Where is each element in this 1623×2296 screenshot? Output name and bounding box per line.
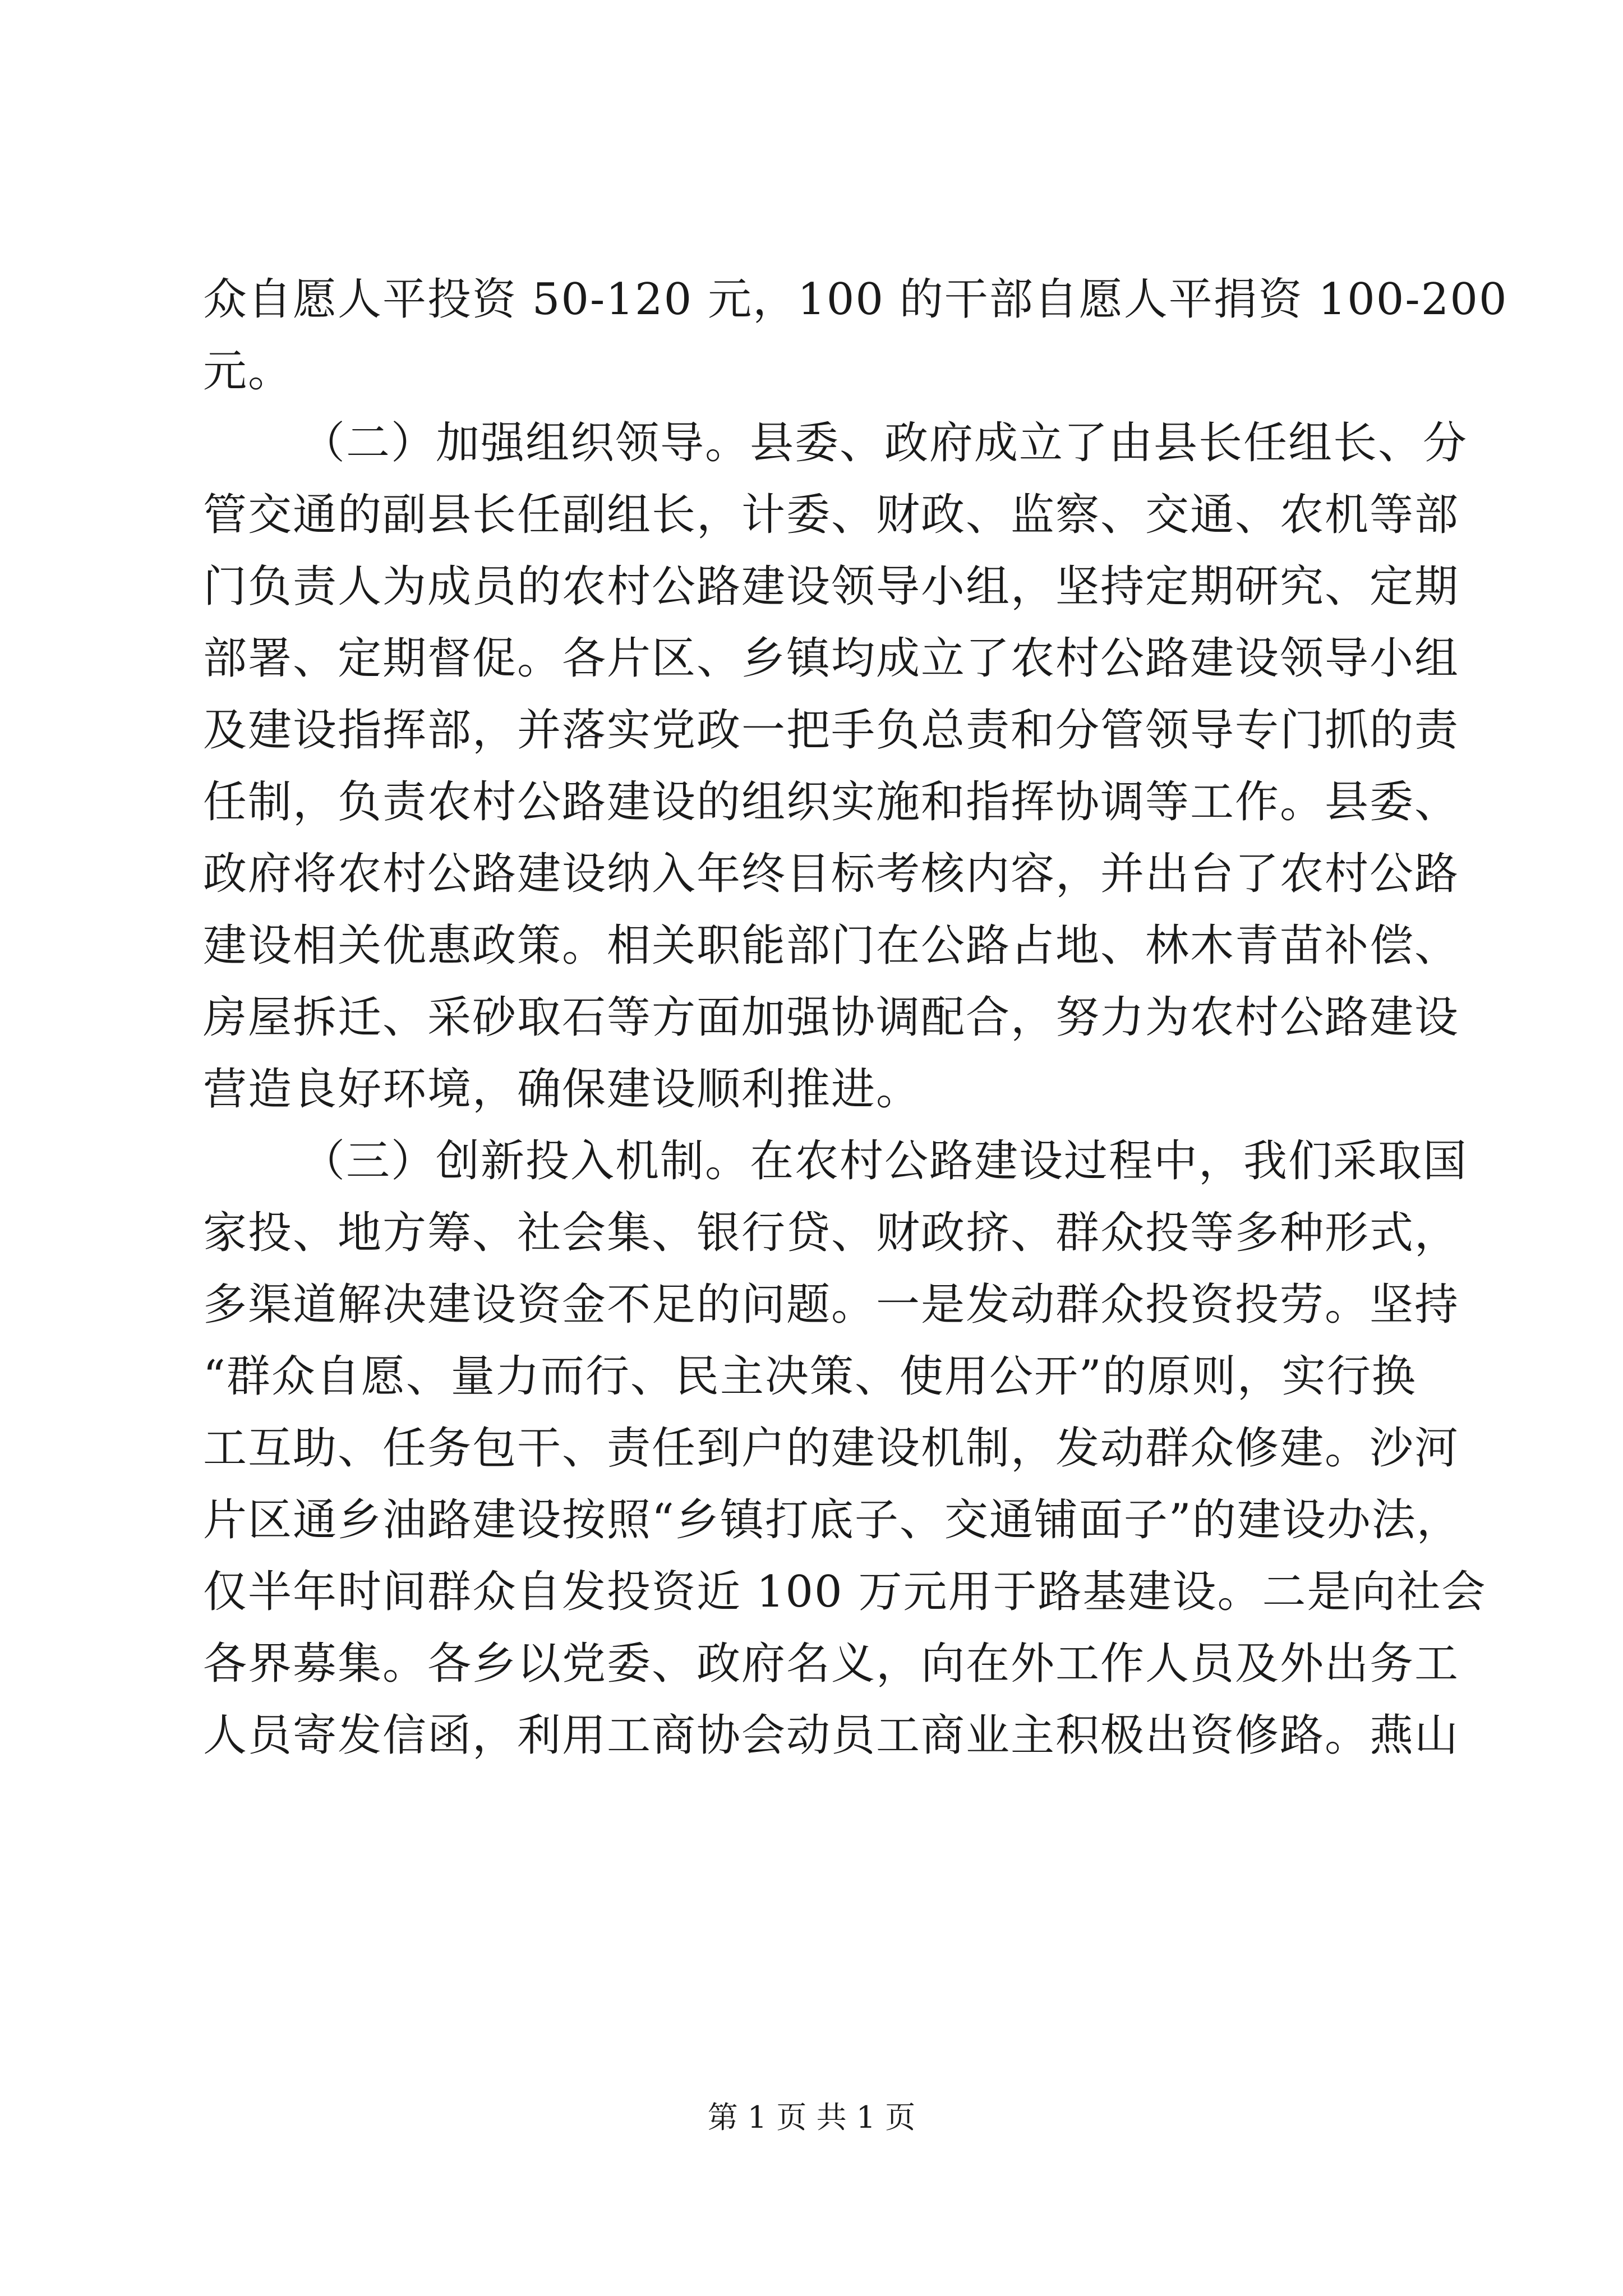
- text-line: 仅半年时间群众自发投资近 100 万元用于路基建设。二是向社会: [203, 1567, 1487, 1617]
- text-line: 部署、定期督促。各片区、乡镇均成立了农村公路建设领导小组: [203, 633, 1460, 684]
- paragraph-heading-line: （二）加强组织领导。县委、政府成立了由县长任组长、分: [301, 418, 1468, 468]
- text-line: 门负责人为成员的农村公路建设领导小组，坚持定期研究、定期: [203, 562, 1460, 612]
- text-line: 房屋拆迁、采砂取石等方面加强协调配合，努力为农村公路建设: [203, 992, 1460, 1043]
- text-line: 政府将农村公路建设纳入年终目标考核内容，并出台了农村公路: [203, 849, 1460, 899]
- page-footer: 第 1 页 共 1 页: [707, 2100, 916, 2135]
- text-line: 管交通的副县长任副组长，计委、财政、监察、交通、农机等部: [203, 490, 1460, 540]
- text-line: 众自愿人平投资 50-120 元，100 的干部自愿人平捐资 100-200: [203, 274, 1508, 325]
- text-line: 多渠道解决建设资金不足的问题。一是发动群众投资投劳。坚持: [203, 1280, 1460, 1330]
- text-line: 及建设指挥部，并落实党政一把手负总责和分管领导专门抓的责: [203, 705, 1460, 756]
- text-line: 人员寄发信函，利用工商协会动员工商业主积极出资修路。燕山: [203, 1710, 1460, 1761]
- text-line: “群众自愿、量力而行、民主决策、使用公开”的原则，实行换: [203, 1351, 1417, 1402]
- text-line: 任制，负责农村公路建设的组织实施和指挥协调等工作。县委、: [203, 777, 1460, 827]
- text-line: 元。: [203, 346, 293, 397]
- text-line: 各界募集。各乡以党委、政府名义，向在外工作人员及外出务工: [203, 1639, 1460, 1689]
- text-line: 建设相关优惠政策。相关职能部门在公路占地、林木青苗补偿、: [203, 921, 1460, 971]
- text-line: 营造良好环境，确保建设顺利推进。: [203, 1064, 921, 1115]
- text-line: 片区通乡油路建设按照“乡镇打底子、交通铺面子”的建设办法，: [203, 1495, 1461, 1545]
- paragraph-heading-line: （三）创新投入机制。在农村公路建设过程中，我们采取国: [301, 1136, 1468, 1186]
- document-body: [203, 264, 1508, 1772]
- text-line: 工互助、任务包干、责任到户的建设机制，发动群众修建。沙河: [203, 1423, 1460, 1474]
- text-line: 家投、地方筹、社会集、银行贷、财政挤、群众投等多种形式，: [203, 1208, 1460, 1258]
